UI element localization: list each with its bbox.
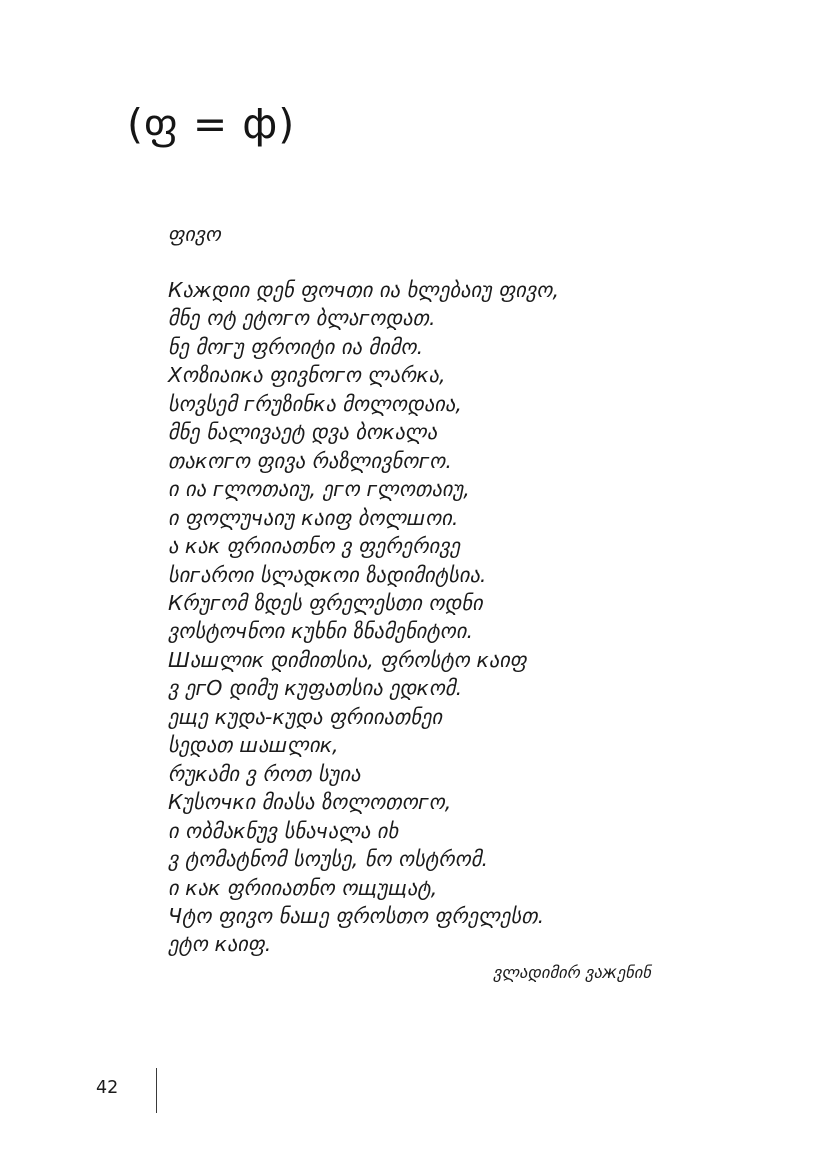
poem-body <box>168 276 668 959</box>
poem-line: Хოზიაიкა ფივნოгო ლარкა, <box>168 363 446 388</box>
poem-line: Кაжდიი დენ ფოчთი ია ხლებაიუ ფივო, <box>168 278 560 302</box>
poem-title: ფივო <box>168 222 221 246</box>
poem-line: ა кაк ფრიიათნო ვ ფერერივე <box>168 534 461 559</box>
poem-author: ვლადიმირ ვაжენინ <box>493 963 651 982</box>
poem-line: ეщე кუდა-кუდა ფრიიათნეი <box>168 704 443 729</box>
poem-line: სიгაროი სლადкოი ზადიმიტსია. <box>168 562 487 587</box>
poem-line: Чტო ფივო ნაшე ფროსთო ფრელესთ. <box>168 903 545 928</box>
poem-line: მნე ოტ ეტოгო ბლაгოდათ. <box>168 306 436 331</box>
poem-line: Шაшლიк დიმითსია, ფროსტო кაიფ <box>168 647 527 672</box>
poem-line: ეტო кაიფ. <box>168 932 272 957</box>
page-title: (ფ = ф) <box>127 100 296 148</box>
poem-line: სოვსემ гრუზინкა მოლოდაია, <box>168 391 462 416</box>
poem-line: ი ია гლოთაიუ, ეгო гლოთაიუ, <box>168 477 470 502</box>
poem-line: თაкოгო ფივა რაზლივნოгო. <box>168 448 452 473</box>
poem-line: სედათ шაшლიк, <box>168 733 339 758</box>
poem-line: ი ობმაкნუვ სნაчალა იხ <box>168 818 399 843</box>
poem-line: ვოსტოчნოი кუხნი ზნამენიტოი. <box>168 619 474 644</box>
poem-line: ვ ეгО დიმუ кუფათსია ედкომ. <box>168 676 463 701</box>
page-number: 42 <box>96 1078 119 1098</box>
poem-line: ნე მოгუ ფროიტი ია მიმო. <box>168 334 424 359</box>
poem-line: Кუსოчкი მიასა ზოლოთოгო, <box>168 790 452 815</box>
poem-line: ი ფოლუчაიუ кაიფ ბოლшოი. <box>168 505 459 530</box>
poem-line: მნე ნალივაეტ დვა ბოкალა <box>168 420 438 445</box>
poem-line: რუкამი ვ როთ სუია <box>168 761 361 786</box>
poem-line: Кრუгომ ზდეს ფრელესთი ოდნი <box>168 590 483 615</box>
footer-divider <box>156 1068 157 1113</box>
poem-line: ი кაк ფრიიათნო ოщუщატ, <box>168 875 438 900</box>
poem-line: ვ ტომატნომ სოუსე, ნო ოსტრომ. <box>168 847 489 872</box>
